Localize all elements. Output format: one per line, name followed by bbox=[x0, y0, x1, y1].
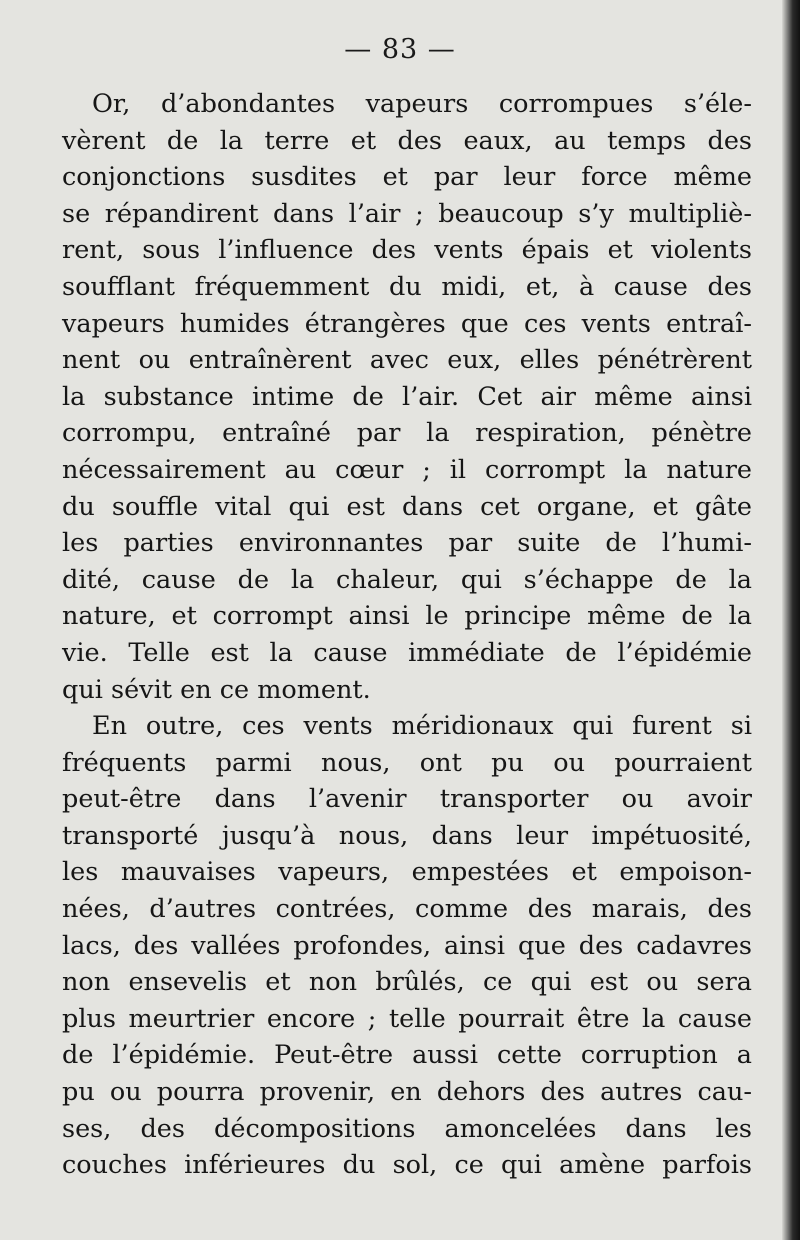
text-line: pu ou pourra provenir, en dehors des autres cau- bbox=[62, 1077, 752, 1108]
text-line: plus meurtrier encore ; telle pourrait être la cause bbox=[62, 1003, 752, 1034]
text-line: les mauvaises vapeurs, empestées et empoison- bbox=[62, 857, 752, 888]
text-line: vèrent de la terre et des eaux, au temps des bbox=[62, 125, 752, 156]
body-text bbox=[62, 86, 752, 1184]
text-line: nécessairement au cœur ; il corrompt la nature bbox=[62, 454, 752, 485]
text-line: de l’épidémie. Peut-être aussi cette corruption a bbox=[62, 1040, 752, 1071]
page-edge-shadow bbox=[782, 0, 800, 1240]
text-line: rent, sous l’influence des vents épais et violents bbox=[62, 235, 752, 266]
paragraph-1 bbox=[62, 86, 752, 708]
text-line: peut-être dans l’avenir transporter ou avoir bbox=[62, 784, 752, 815]
text-line: la substance intime de l’air. Cet air même ainsi bbox=[62, 381, 752, 412]
text-line: conjonctions susdites et par leur force même bbox=[62, 162, 752, 193]
text-line: non ensevelis et non brûlés, ce qui est ou sera bbox=[62, 967, 752, 998]
text-line: nature, et corrompt ainsi le principe même de la bbox=[62, 601, 752, 632]
text-line: vapeurs humides étrangères que ces vents entraî- bbox=[62, 308, 752, 339]
text-line: corrompu, entraîné par la respiration, pénètre bbox=[62, 418, 752, 449]
text-line: transporté jusqu’à nous, dans leur impétuosité, bbox=[62, 820, 752, 851]
text-line: du souffle vital qui est dans cet organe, et gâte bbox=[62, 491, 752, 522]
page-number: — 83 — bbox=[344, 34, 456, 65]
text-line: dité, cause de la chaleur, qui s’échappe de la bbox=[62, 564, 752, 595]
text-line: qui sévit en ce moment. bbox=[62, 674, 371, 705]
text-line: les parties environnantes par suite de l’humi- bbox=[62, 528, 752, 559]
text-line: se répandirent dans l’air ; beaucoup s’y multipliè- bbox=[62, 198, 752, 229]
text-line: En outre, ces vents méridionaux qui furent si bbox=[92, 711, 752, 742]
paragraph-2 bbox=[62, 708, 752, 1184]
text-line: nent ou entraînèrent avec eux, elles pénétrèrent bbox=[62, 345, 752, 376]
text-line: nées, d’autres contrées, comme des marais, des bbox=[62, 894, 752, 925]
text-line: soufflant fréquemment du midi, et, à cause des bbox=[62, 271, 752, 302]
text-line: couches inférieures du sol, ce qui amène parfois bbox=[62, 1150, 752, 1181]
text-line: Or, d’abondantes vapeurs corrompues s’éle- bbox=[92, 89, 752, 119]
text-line: fréquents parmi nous, ont pu ou pourraient bbox=[62, 747, 752, 778]
text-line: ses, des décompositions amoncelées dans les bbox=[62, 1113, 752, 1144]
text-line: vie. Telle est la cause immédiate de l’épidémie bbox=[62, 637, 752, 668]
text-line: lacs, des vallées profondes, ainsi que des cadavres bbox=[62, 930, 752, 961]
